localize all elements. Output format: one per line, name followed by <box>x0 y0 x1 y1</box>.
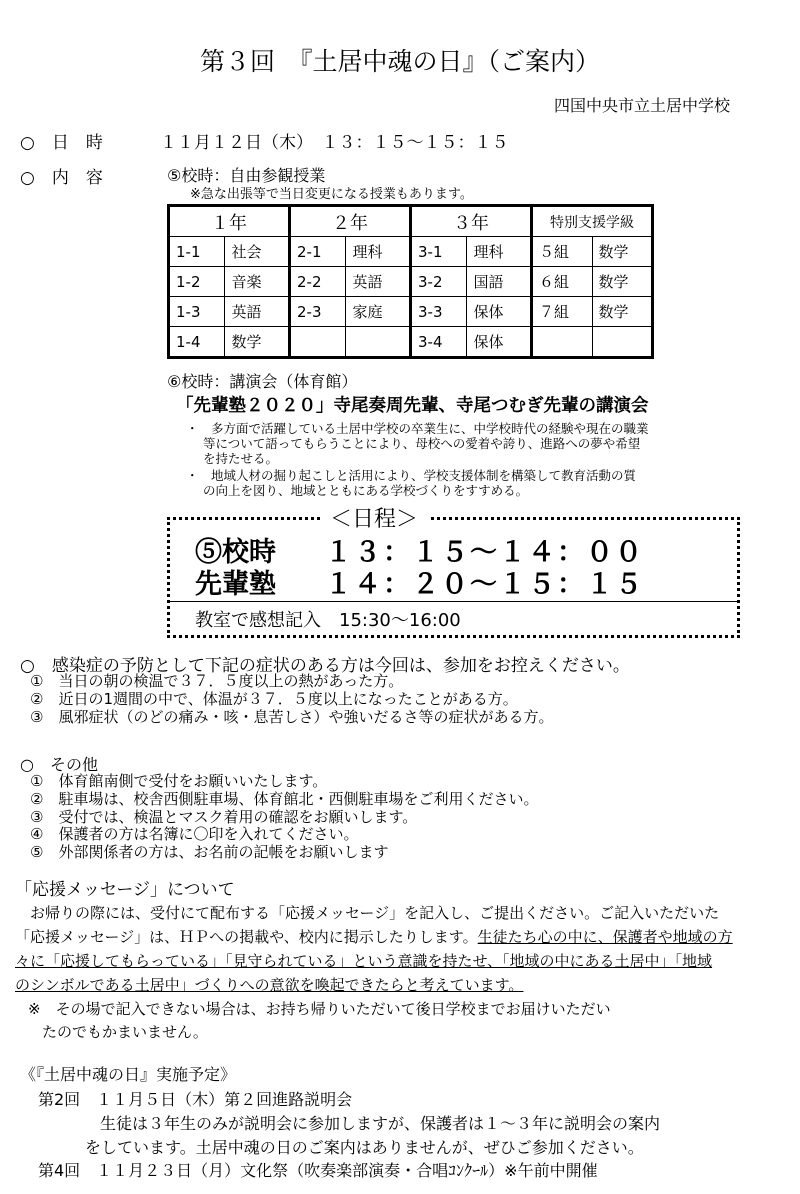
schedule-row3: 教室で感想記入 15:30～16:00 <box>195 610 461 631</box>
table-cell: ６組 <box>532 267 593 297</box>
grade3-header: ３年 <box>411 206 532 237</box>
table-cell: 2-2 <box>290 267 346 297</box>
period6-heading: ⑥校時：講演会（体育館） <box>167 372 358 391</box>
period5-note: ※急な出張等で当日変更になる授業もあります。 <box>190 187 473 202</box>
period5-heading: ⑤校時：自由参観授業 <box>167 166 326 185</box>
other-item-3: ③ 受付では、検温とマスク着用の確認をお願いします。 <box>30 808 418 826</box>
table-cell: ５組 <box>532 237 593 267</box>
table-cell: 2-3 <box>290 297 346 327</box>
message-line2-b: 生徒たち心の中に、保護者や地域の方 <box>477 928 733 946</box>
message-line1: お帰りの際には、受付にて配布する「応援メッセージ」を記入し、ご提出ください。ご記入いただいた <box>30 904 720 922</box>
plan-item-2-line3: をしています。土居中魂の日のご案内はありませんが、ぜひご参加ください。 <box>85 1138 644 1157</box>
table-cell: 1-4 <box>169 327 225 358</box>
datetime-label: ○ 日 時 <box>20 133 103 153</box>
bullet-1-line3: を持たせる。 <box>203 451 279 466</box>
message-line2-a: 「応援メッセージ」は、ＨＰへの掲載や、校内に掲示したりします。 <box>15 928 478 946</box>
other-heading: ○ その他 <box>20 755 98 774</box>
other-item-1: ① 体育館南側で受付をお願いいたします。 <box>30 772 328 790</box>
table-cell: 数学 <box>592 297 653 327</box>
table-cell <box>346 327 411 358</box>
schedule-row1-time: １３：１５～１４：００ <box>325 537 644 568</box>
table-cell: 数学 <box>592 267 653 297</box>
table-cell: 1-2 <box>169 267 225 297</box>
table-cell: 1-3 <box>169 297 225 327</box>
table-cell: 3-2 <box>411 267 467 297</box>
table-cell: 理科 <box>467 237 532 267</box>
table-cell: 保体 <box>467 297 532 327</box>
table-cell: 3-4 <box>411 327 467 358</box>
message-line3: 々に「応援してもらっている」「見守られている」という意識を持たせ、「地域の中にある土居中」「地域 <box>15 952 713 970</box>
table-cell: 数学 <box>225 327 290 358</box>
content-label: ○ 内 容 <box>20 168 103 188</box>
lecture-title: 「先輩塾２０２０」寺尾奏周先輩、寺尾つむぎ先輩の講演会 <box>176 396 649 416</box>
plan-heading: 《『土居中魂の日』実施予定》 <box>20 1065 237 1084</box>
plan-item-4: 第4回 １１月２３日（月）文化祭（吹奏楽部演奏・合唱ｺﾝｸｰﾙ）※午前中開催 <box>38 1161 598 1180</box>
infection-item-3: ③ 風邪症状（のどの痛み・咳・息苦しさ）や強いだるさ等の症状がある方。 <box>30 708 554 726</box>
bullet-1-line2: 等について語ってもらうことにより、母校への愛着や誇り、進路への夢や希望 <box>203 436 641 451</box>
plan-item-2: 第2回 １１月５日（木）第２回進路説明会 <box>38 1090 353 1109</box>
table-cell: 社会 <box>225 237 290 267</box>
grade1-header: １年 <box>169 206 290 237</box>
grade2-header: ２年 <box>290 206 411 237</box>
table-cell: 3-3 <box>411 297 467 327</box>
infection-heading: ○ 感染症の予防として下記の症状のある方は今回は、参加をお控えください。 <box>20 656 630 676</box>
table-cell <box>592 327 653 358</box>
table-cell: 国語 <box>467 267 532 297</box>
table-cell: 1-1 <box>169 237 225 267</box>
plan-item-2-line2: 生徒は３年生のみが説明会に参加しますが、保護者は１～３年に説明会の案内 <box>100 1114 661 1133</box>
table-cell: ７組 <box>532 297 593 327</box>
table-cell: 数学 <box>592 237 653 267</box>
table-cell <box>532 327 593 358</box>
table-cell: 家庭 <box>346 297 411 327</box>
school-name: 四国中央市立土居中学校 <box>553 96 730 115</box>
bullet-2-line1: ・ 地域人材の掘り起こしと活用により、学校支援体制を構築して教育活動の質 <box>186 468 637 483</box>
schedule-row1-label: ⑤校時 <box>195 537 276 568</box>
table-cell: 英語 <box>346 267 411 297</box>
schedule-divider <box>170 601 737 602</box>
other-item-5: ⑤ 外部関係者の方は、お名前の記帳をお願いします <box>30 843 389 861</box>
datetime-value: １１月１２日（木） １３：１５～１５：１５ <box>160 133 509 153</box>
schedule-row2-time: １４：２０～１５：１５ <box>325 569 644 600</box>
table-cell: 保体 <box>467 327 532 358</box>
message-line2 <box>15 926 733 947</box>
message-note-line2: たのでもかまいません。 <box>42 1023 208 1041</box>
message-heading: 「応援メッセージ」について <box>15 880 235 900</box>
special-class-header: 特別支援学級 <box>532 206 653 237</box>
infection-item-2: ② 近日の1週間の中で、体温が３７．５度以上になったことがある方。 <box>30 690 518 708</box>
table-cell: 英語 <box>225 297 290 327</box>
table-cell <box>290 327 346 358</box>
table-cell: 音楽 <box>225 267 290 297</box>
table-cell: 理科 <box>346 237 411 267</box>
page-title: 第３回 『土居中魂の日』（ご案内） <box>199 47 600 76</box>
table-cell: 2-1 <box>290 237 346 267</box>
schedule-row2-label: 先輩塾 <box>195 569 276 600</box>
other-item-2: ② 駐車場は、校舎西側駐車場、体育館北・西側駐車場をご利用ください。 <box>30 790 539 808</box>
bullet-1-line1: ・ 多方面で活躍している土居中学校の卒業生に、中学校時代の経験や現在の職業 <box>186 421 649 436</box>
bullet-2-line2: の向上を図り、地域とともにある学校づくりをすすめる。 <box>203 483 529 498</box>
message-line4: のシンボルである土居中」づくりへの意欲を喚起できたらと考えています。 <box>15 976 524 994</box>
schedule-box <box>167 507 740 638</box>
schedule-box-title: ＜日程＞ <box>320 502 428 533</box>
infection-item-1: ① 当日の朝の検温で３７．５度以上の熱があった方。 <box>30 672 404 690</box>
message-note-line1: ※ その場で記入できない場合は、お持ち帰りいただいて後日学校までお届けいただい <box>28 1000 611 1018</box>
class-schedule-table <box>167 204 654 359</box>
other-item-4: ④ 保護者の方は名簿に〇印を入れてください。 <box>30 825 359 843</box>
table-cell: 3-1 <box>411 237 467 267</box>
